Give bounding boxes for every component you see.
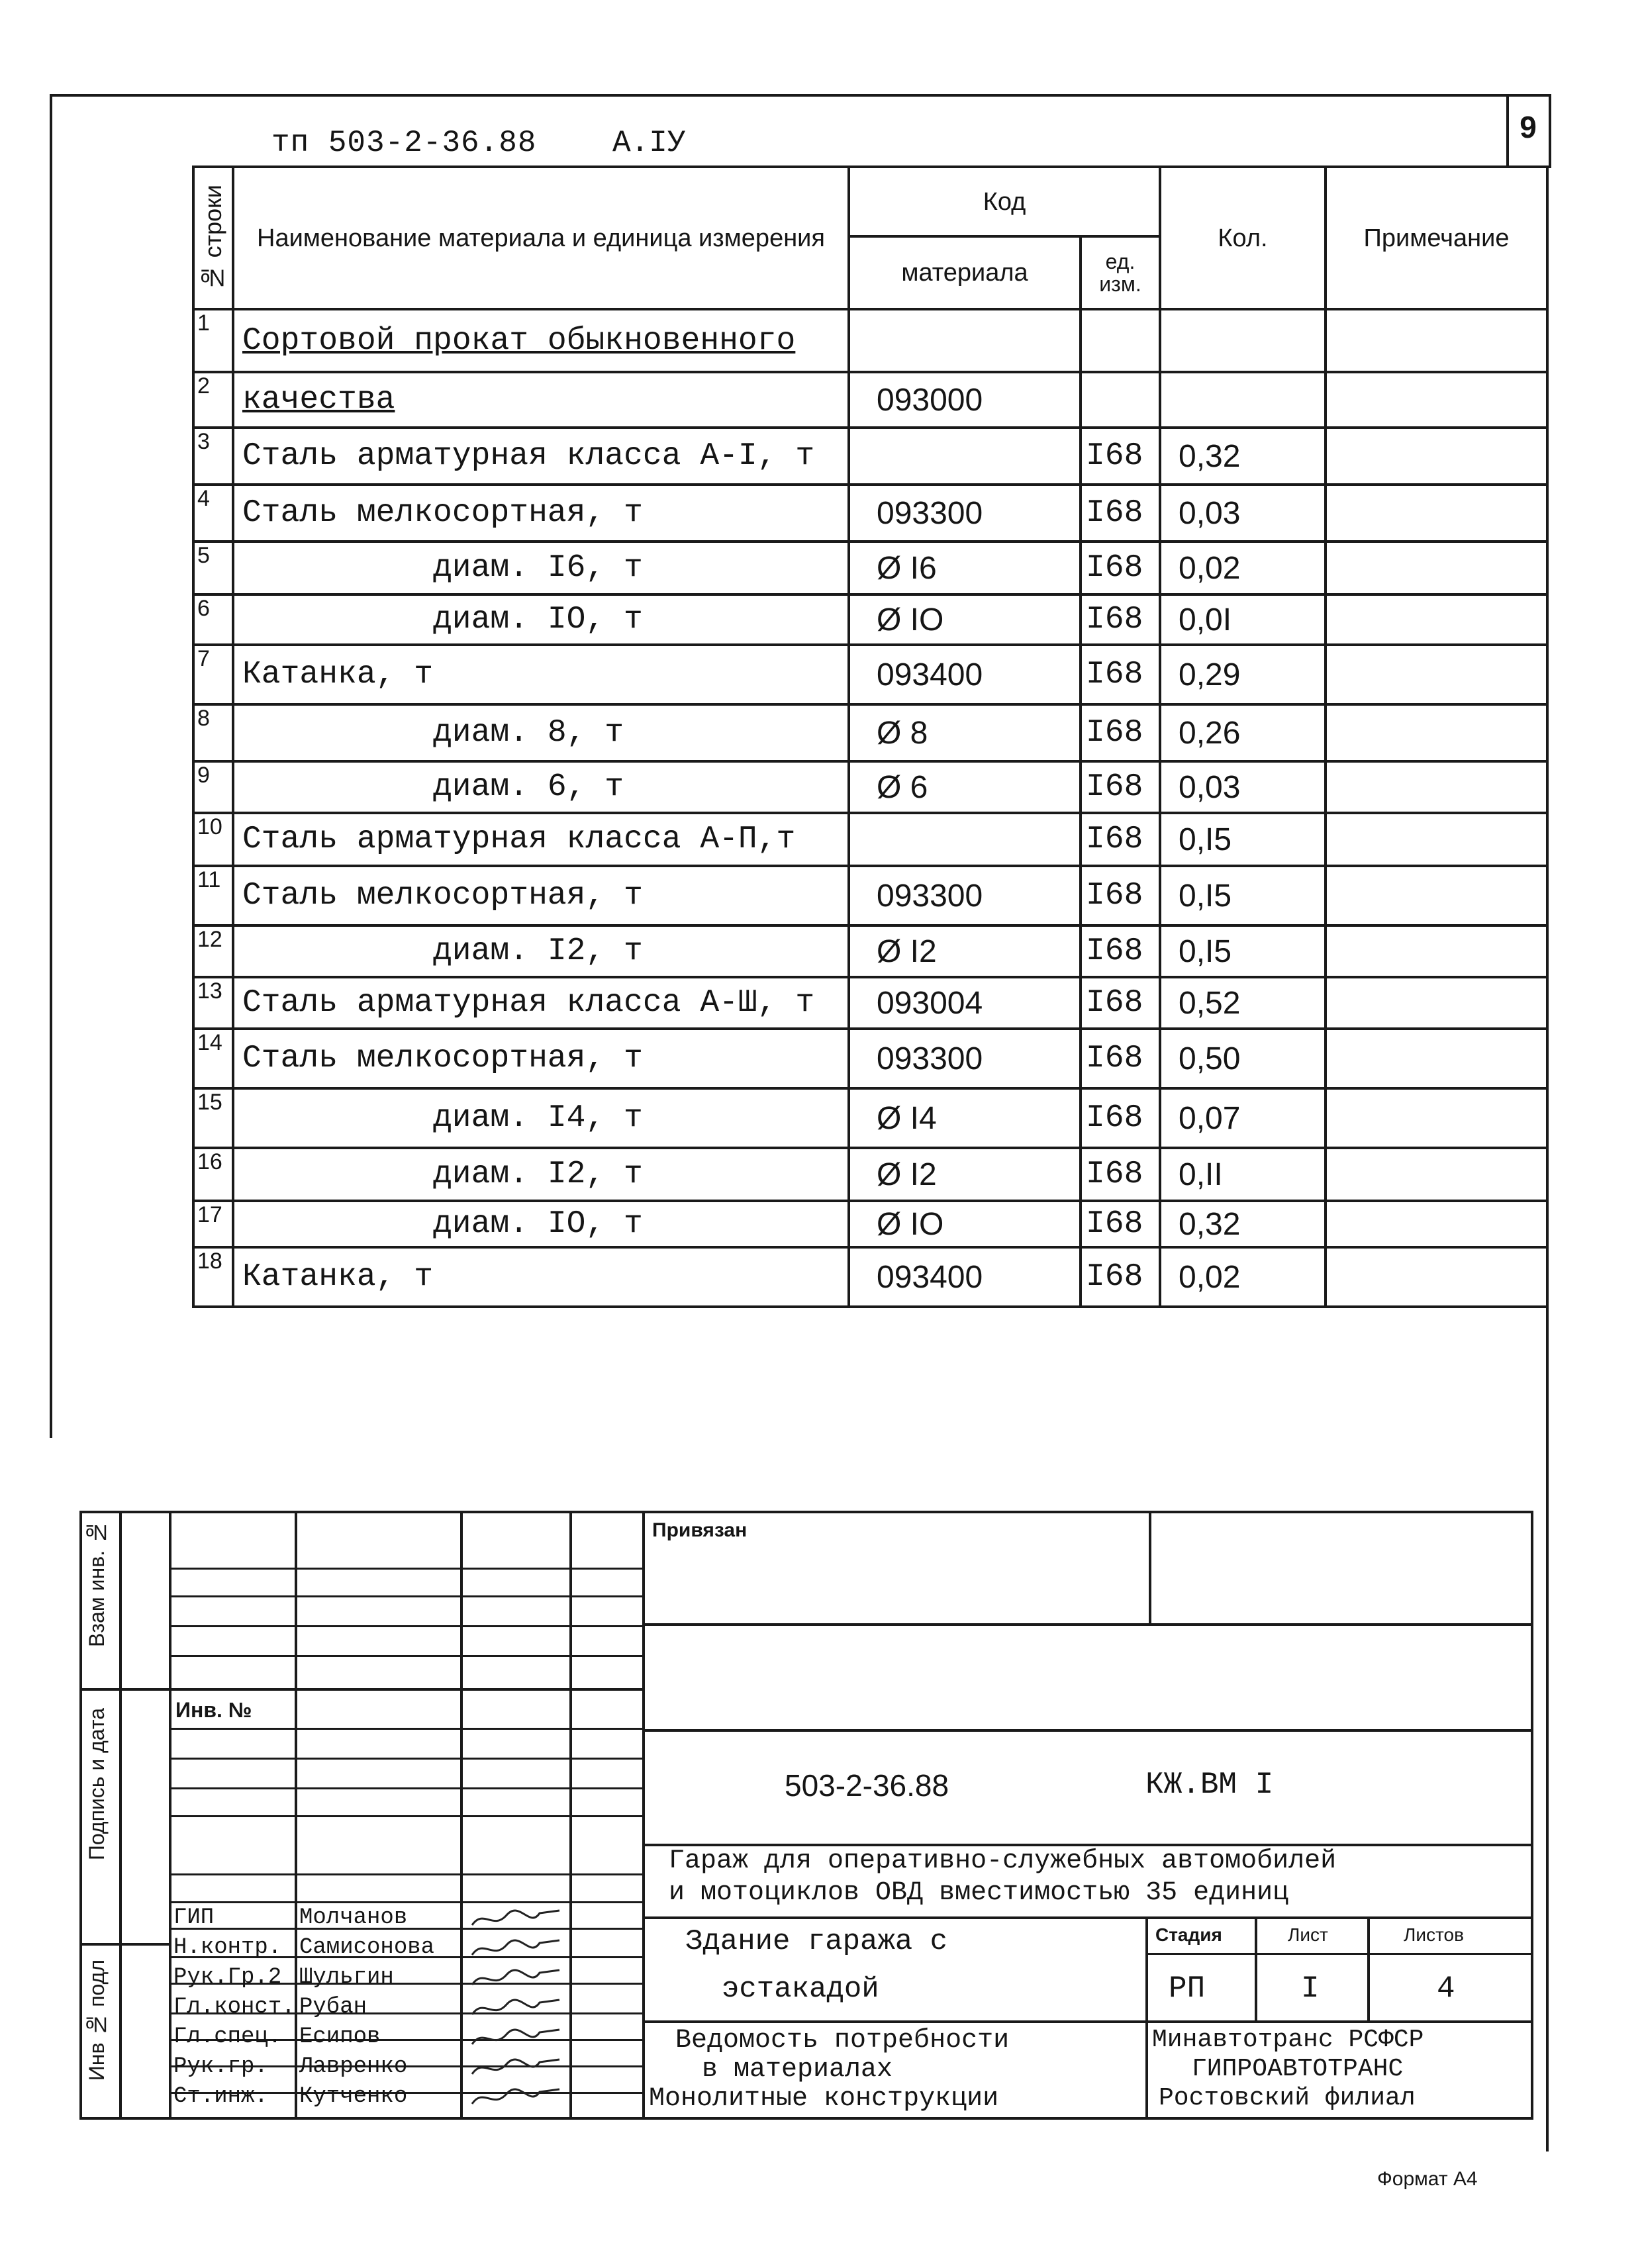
header-row bbox=[193, 167, 1547, 236]
table-row bbox=[193, 1029, 1547, 1088]
material-code-cell: Ø 8 bbox=[849, 704, 1081, 761]
tb-grid-line bbox=[169, 1787, 642, 1789]
tb-grid-line bbox=[169, 1728, 642, 1730]
format-label: Формат А4 bbox=[1377, 2168, 1478, 2190]
sheets-label: Листов bbox=[1404, 1924, 1464, 1945]
table-row bbox=[193, 485, 1547, 542]
table-row bbox=[193, 977, 1547, 1029]
doc-title-line-1: Ведомость потребности bbox=[675, 2026, 1010, 2055]
handwritten-signature bbox=[467, 1935, 566, 1963]
quantity-cell: 0,II bbox=[1160, 1148, 1326, 1201]
signature-name: Кутченко bbox=[299, 2084, 408, 2109]
note-cell bbox=[1326, 761, 1547, 813]
signature-name: Молчанов bbox=[299, 1905, 408, 1930]
unit-code-cell bbox=[1081, 372, 1160, 428]
tb-sheet-divider bbox=[1367, 1916, 1370, 2020]
doc-code: 503-2-36.88 bbox=[785, 1768, 949, 1803]
quantity-cell: 0,26 bbox=[1160, 704, 1326, 761]
signature-role: ГИП bbox=[173, 1905, 215, 1930]
signature-name: Рубан bbox=[299, 1995, 367, 2020]
material-name-cell: Сталь арматурная класса А-I, т bbox=[233, 428, 849, 485]
handwritten-signature bbox=[467, 2054, 566, 2082]
row-number-cell: 1 bbox=[193, 309, 233, 372]
row-number-cell: 16 bbox=[193, 1148, 233, 1201]
sheet-value: I bbox=[1301, 1971, 1320, 2006]
table-row bbox=[193, 594, 1547, 645]
sidebar-sign-date bbox=[79, 1695, 119, 1943]
sidebar-label-inv-orig: Инв № подл bbox=[85, 1960, 109, 2081]
tb-divider bbox=[642, 1511, 645, 2120]
tb-grid-line bbox=[169, 1625, 642, 1627]
tb-stage-divider bbox=[1255, 1916, 1257, 2020]
material-name-cell: диам. 6, т bbox=[233, 761, 849, 813]
unit-code-cell: I68 bbox=[1081, 1088, 1160, 1148]
tb-top-line bbox=[79, 1511, 1533, 1513]
tb-right-row-4 bbox=[642, 1916, 1531, 1919]
unit-code-cell: I68 bbox=[1081, 866, 1160, 925]
frame-left-line bbox=[50, 94, 52, 1438]
material-name-cell: Сортовой прокат обыкновенного bbox=[233, 309, 849, 372]
unit-code-cell: I68 bbox=[1081, 1201, 1160, 1247]
unit-code-cell: I68 bbox=[1081, 645, 1160, 704]
tb-grid-line bbox=[169, 1595, 642, 1597]
tb-right-row-1 bbox=[642, 1623, 1531, 1626]
unit-code-cell: I68 bbox=[1081, 1029, 1160, 1088]
stage-label: Стадия bbox=[1155, 1924, 1222, 1945]
quantity-cell: 0,07 bbox=[1160, 1088, 1326, 1148]
tb-grid-line bbox=[169, 1568, 642, 1570]
material-code-cell: 093300 bbox=[849, 485, 1081, 542]
quantity-cell: 0,32 bbox=[1160, 1201, 1326, 1247]
row-number-cell: 3 bbox=[193, 428, 233, 485]
quantity-cell bbox=[1160, 309, 1326, 372]
note-cell bbox=[1326, 645, 1547, 704]
document-reference: тп 503-2-36.88 bbox=[271, 126, 537, 160]
tb-inv-line bbox=[169, 1688, 642, 1691]
quantity-cell: 0,0I bbox=[1160, 594, 1326, 645]
material-code-cell: Ø I6 bbox=[849, 542, 1081, 594]
tb-grid-line bbox=[169, 1815, 642, 1817]
signature-name: Есипов bbox=[299, 2024, 381, 2050]
doc-title-line-3: Монолитные конструкции bbox=[649, 2084, 999, 2114]
row-number-cell: 6 bbox=[193, 594, 233, 645]
row-number-cell: 11 bbox=[193, 866, 233, 925]
building-line-2: эстакадой bbox=[722, 1973, 879, 2006]
signature-role: Рук.Гр.2 bbox=[173, 1965, 282, 1990]
material-name-cell: качества bbox=[233, 372, 849, 428]
unit-code-cell bbox=[1081, 309, 1160, 372]
material-code-cell: Ø I4 bbox=[849, 1088, 1081, 1148]
quantity-cell: 0,29 bbox=[1160, 645, 1326, 704]
doc-mark: КЖ.ВМ I bbox=[1145, 1768, 1274, 1802]
quantity-cell: 0,I5 bbox=[1160, 813, 1326, 866]
tb-right-row-2 bbox=[642, 1729, 1531, 1732]
material-name-cell: диам. I2, т bbox=[233, 925, 849, 977]
note-cell bbox=[1326, 866, 1547, 925]
quantity-cell: 0,02 bbox=[1160, 542, 1326, 594]
tb-org-divider bbox=[1145, 1916, 1148, 2120]
table-row bbox=[193, 1201, 1547, 1247]
row-number-cell: 7 bbox=[193, 645, 233, 704]
row-number-cell: 18 bbox=[193, 1247, 233, 1307]
unit-code-cell: I68 bbox=[1081, 977, 1160, 1029]
signature-name: Шульгин bbox=[299, 1965, 394, 1990]
tb-attached-divider bbox=[1149, 1511, 1151, 1626]
note-cell bbox=[1326, 594, 1547, 645]
row-number-cell: 4 bbox=[193, 485, 233, 542]
header-code: Код bbox=[849, 167, 1160, 236]
material-code-cell: 093300 bbox=[849, 1029, 1081, 1088]
signature-name: Лавренко bbox=[299, 2054, 408, 2079]
note-cell bbox=[1326, 1029, 1547, 1088]
signature-role: Рук.гр. bbox=[173, 2054, 268, 2079]
signature-role: Гл.конст. bbox=[173, 1995, 295, 2020]
sheets-value: 4 bbox=[1437, 1971, 1455, 2006]
stage-value: РП bbox=[1169, 1971, 1206, 2006]
quantity-cell bbox=[1160, 372, 1326, 428]
note-cell bbox=[1326, 485, 1547, 542]
tb-side-divider-1 bbox=[79, 1688, 169, 1691]
signature-role: Гл.спец. bbox=[173, 2024, 282, 2050]
note-cell bbox=[1326, 428, 1547, 485]
unit-code-cell: I68 bbox=[1081, 704, 1160, 761]
header-material-name: Наименование материала и единица измерения bbox=[233, 167, 849, 309]
unit-code-cell: I68 bbox=[1081, 1247, 1160, 1307]
material-code-cell bbox=[849, 309, 1081, 372]
unit-code-cell: I68 bbox=[1081, 542, 1160, 594]
material-name-cell: Сталь арматурная класса А-П,т bbox=[233, 813, 849, 866]
material-code-cell: Ø IO bbox=[849, 594, 1081, 645]
material-code-cell: 093400 bbox=[849, 1247, 1081, 1307]
material-name-cell: диам. I4, т bbox=[233, 1088, 849, 1148]
note-cell bbox=[1326, 925, 1547, 977]
row-number-cell: 5 bbox=[193, 542, 233, 594]
note-cell bbox=[1326, 977, 1547, 1029]
quantity-cell: 0,50 bbox=[1160, 1029, 1326, 1088]
quantity-cell: 0,03 bbox=[1160, 761, 1326, 813]
table-row bbox=[193, 1247, 1547, 1307]
tb-side-divider-2 bbox=[79, 1943, 169, 1946]
unit-code-cell: I68 bbox=[1081, 813, 1160, 866]
material-name-cell: Сталь арматурная класса А-Ш, т bbox=[233, 977, 849, 1029]
sheet-label: Лист bbox=[1288, 1924, 1328, 1945]
material-name-cell: Сталь мелкосортная, т bbox=[233, 485, 849, 542]
handwritten-signature bbox=[467, 2084, 566, 2112]
table-row bbox=[193, 309, 1547, 372]
tb-right-row-5 bbox=[642, 2020, 1531, 2023]
unit-code-cell: I68 bbox=[1081, 1148, 1160, 1201]
tb-sidebar-line bbox=[119, 1511, 122, 2120]
sidebar-label-replace-inv: Взам инв. № bbox=[85, 1521, 109, 1648]
sidebar-inv-orig bbox=[79, 1950, 119, 2115]
row-number-cell: 14 bbox=[193, 1029, 233, 1088]
row-number-cell: 17 bbox=[193, 1201, 233, 1247]
signature-role: Н.контр. bbox=[173, 1935, 282, 1960]
material-name-cell: диам. IO, т bbox=[233, 1201, 849, 1247]
table-row bbox=[193, 645, 1547, 704]
material-code-cell bbox=[849, 428, 1081, 485]
note-cell bbox=[1326, 1247, 1547, 1307]
sidebar-label-sign-date: Подпись и дата bbox=[85, 1708, 109, 1861]
unit-code-cell: I68 bbox=[1081, 594, 1160, 645]
inv-number-label: Инв. № bbox=[175, 1698, 252, 1722]
handwritten-signature bbox=[467, 1965, 566, 1993]
material-code-cell: 093400 bbox=[849, 645, 1081, 704]
sheet-number: 9 bbox=[1520, 110, 1537, 144]
document-section: А.IУ bbox=[612, 126, 686, 160]
note-cell bbox=[1326, 1201, 1547, 1247]
tb-stage-header-line bbox=[1145, 1953, 1531, 1955]
material-name-cell: диам. I6, т bbox=[233, 542, 849, 594]
signature-role: Ст.инж. bbox=[173, 2084, 268, 2109]
note-cell bbox=[1326, 813, 1547, 866]
table-row bbox=[193, 704, 1547, 761]
header-code-unit: ед. изм. bbox=[1081, 236, 1160, 309]
org-line-3: Ростовский филиал bbox=[1159, 2084, 1416, 2112]
header-code-material: материала bbox=[849, 236, 1081, 309]
table-row bbox=[193, 866, 1547, 925]
org-line-1: Минавтотранс РСФСР bbox=[1152, 2026, 1424, 2054]
handwritten-signature bbox=[467, 2024, 566, 2052]
handwritten-signature bbox=[467, 1905, 566, 1933]
unit-code-cell: I68 bbox=[1081, 428, 1160, 485]
material-code-cell bbox=[849, 813, 1081, 866]
building-line-1: Здание гаража с bbox=[685, 1925, 948, 1958]
material-name-cell: Катанка, т bbox=[233, 1247, 849, 1307]
material-name-cell: диам. IO, т bbox=[233, 594, 849, 645]
material-code-cell: Ø 6 bbox=[849, 761, 1081, 813]
row-number-cell: 2 bbox=[193, 372, 233, 428]
org-line-2: ГИПРОАВТОТРАНС bbox=[1192, 2055, 1404, 2083]
row-number-cell: 10 bbox=[193, 813, 233, 866]
unit-code-cell: I68 bbox=[1081, 761, 1160, 813]
table-row bbox=[193, 428, 1547, 485]
quantity-cell: 0,02 bbox=[1160, 1247, 1326, 1307]
table-row bbox=[193, 1148, 1547, 1201]
header-row-number: № строки bbox=[193, 167, 233, 309]
note-cell bbox=[1326, 372, 1547, 428]
note-cell bbox=[1326, 704, 1547, 761]
note-cell bbox=[1326, 309, 1547, 372]
material-code-cell: Ø I2 bbox=[849, 1148, 1081, 1201]
material-code-cell: 093004 bbox=[849, 977, 1081, 1029]
table-row bbox=[193, 813, 1547, 866]
signature-name: Самисонова bbox=[299, 1935, 435, 1960]
materials-table bbox=[192, 165, 1549, 1308]
note-cell bbox=[1326, 542, 1547, 594]
material-name-cell: Сталь мелкосортная, т bbox=[233, 866, 849, 925]
doc-title-line-2: в материалах bbox=[702, 2055, 893, 2085]
tb-grid-line bbox=[169, 1758, 642, 1760]
table-row bbox=[193, 372, 1547, 428]
table-row bbox=[193, 925, 1547, 977]
material-name-cell: диам. 8, т bbox=[233, 704, 849, 761]
table-row bbox=[193, 542, 1547, 594]
project-title-line-1: Гараж для оперативно-служебных автомобилей bbox=[669, 1846, 1337, 1876]
note-cell bbox=[1326, 1148, 1547, 1201]
table-row bbox=[193, 1088, 1547, 1148]
quantity-cell: 0,52 bbox=[1160, 977, 1326, 1029]
tb-grid-line bbox=[169, 1901, 642, 1903]
quantity-cell: 0,32 bbox=[1160, 428, 1326, 485]
row-number-cell: 15 bbox=[193, 1088, 233, 1148]
material-name-cell: Сталь мелкосортная, т bbox=[233, 1029, 849, 1088]
material-code-cell: 093300 bbox=[849, 866, 1081, 925]
frame-top-line bbox=[50, 94, 1506, 97]
table-row bbox=[193, 761, 1547, 813]
handwritten-signature bbox=[467, 1995, 566, 2022]
unit-code-cell: I68 bbox=[1081, 485, 1160, 542]
tb-grid-line bbox=[169, 1873, 642, 1875]
note-cell bbox=[1326, 1088, 1547, 1148]
material-name-cell: Катанка, т bbox=[233, 645, 849, 704]
header-note: Примечание bbox=[1326, 167, 1547, 309]
tb-right-line bbox=[1531, 1511, 1533, 2120]
material-code-cell: Ø I2 bbox=[849, 925, 1081, 977]
project-title-line-2: и мотоциклов ОВД вместимостью 35 единиц bbox=[669, 1878, 1289, 1908]
material-code-cell: 093000 bbox=[849, 372, 1081, 428]
sidebar-replace-inv bbox=[79, 1511, 119, 1688]
header-quantity: Кол. bbox=[1160, 167, 1326, 309]
tb-grid-line bbox=[169, 1655, 642, 1657]
quantity-cell: 0,I5 bbox=[1160, 866, 1326, 925]
row-number-cell: 8 bbox=[193, 704, 233, 761]
quantity-cell: 0,I5 bbox=[1160, 925, 1326, 977]
row-number-cell: 12 bbox=[193, 925, 233, 977]
attached-label: Привязан bbox=[652, 1519, 748, 1541]
unit-code-cell: I68 bbox=[1081, 925, 1160, 977]
row-number-cell: 9 bbox=[193, 761, 233, 813]
row-number-cell: 13 bbox=[193, 977, 233, 1029]
tb-bottom-line bbox=[79, 2117, 1533, 2120]
material-name-cell: диам. I2, т bbox=[233, 1148, 849, 1201]
material-code-cell: Ø IO bbox=[849, 1201, 1081, 1247]
quantity-cell: 0,03 bbox=[1160, 485, 1326, 542]
